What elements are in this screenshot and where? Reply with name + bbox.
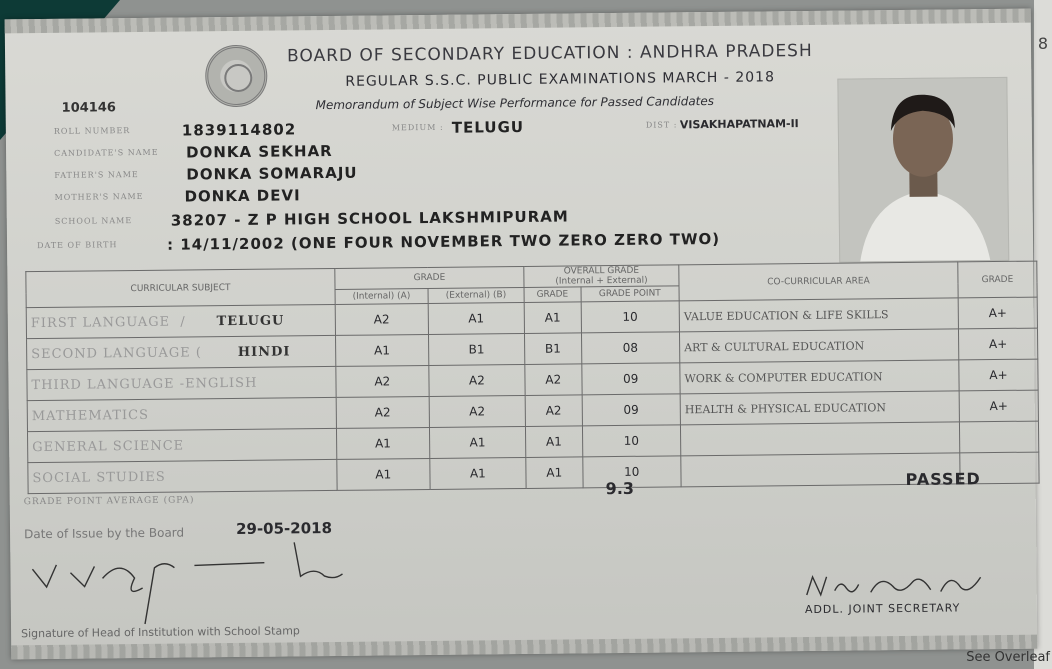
mother-name: DONKA DEVI: [184, 186, 301, 206]
grade-point: 10: [581, 301, 680, 333]
grade-point: 09: [582, 394, 681, 426]
subject-cell: MATHEMATICS: [27, 397, 336, 431]
co-curricular-area: WORK & COMPUTER EDUCATION: [680, 360, 959, 394]
col-co-curricular: CO-CURRICULAR AREA: [679, 262, 958, 301]
roll-label: ROLL NUMBER: [53, 126, 131, 136]
internal-grade: A2: [336, 396, 429, 428]
mother-name-label: MOTHER'S NAME: [54, 191, 144, 202]
gpa-label: GRADE POINT AVERAGE (GPA): [23, 495, 195, 508]
co-curricular-area: [680, 422, 959, 456]
school-name: 38207 - Z P HIGH SCHOOL LAKSHMIPURAM: [170, 207, 569, 230]
security-border-top: [5, 9, 1031, 34]
issue-date-label: Date of Issue by the Board: [23, 525, 185, 542]
col-subject: CURRICULAR SUBJECT: [26, 268, 335, 307]
external-grade: B1: [428, 333, 525, 365]
subject-cell: FIRST LANGUAGE / TELUGU: [26, 304, 335, 338]
memo-subtitle: Memorandum of Subject Wise Performance for Passed Candidates: [315, 93, 715, 113]
col-overall: [524, 265, 679, 288]
father-name-label: FATHER'S NAME: [54, 169, 139, 180]
father-name: DONKA SOMARAJU: [186, 163, 358, 184]
secretary-signature: [800, 565, 990, 603]
external-grade: A1: [428, 302, 525, 334]
overall-grade: A1: [524, 302, 581, 334]
external-grade: A2: [429, 395, 526, 427]
col-overall-grade: GRADE: [524, 287, 581, 303]
internal-grade: A2: [336, 365, 429, 397]
subject-cell: THIRD LANGUAGE -ENGLISH: [27, 366, 336, 400]
col-overall-sub: (Internal + External): [555, 275, 648, 287]
subject-cell: SOCIAL STUDIES: [28, 459, 337, 493]
co-curricular-area: ART & CULTURAL EDUCATION: [679, 329, 958, 363]
medium-value: TELUGU: [451, 117, 525, 137]
co-curricular-grade: A+: [958, 328, 1037, 360]
hm-signature-label: Signature of Head of Institution with School Stamp: [21, 624, 300, 641]
internal-grade: A1: [336, 334, 429, 366]
dob-value: : 14/11/2002 (ONE FOUR NOVEMBER TWO ZERO ZERO TWO): [166, 229, 721, 254]
co-curricular-grade: A+: [958, 297, 1037, 329]
overall-grade: A1: [526, 457, 583, 489]
secretary-title: ADDL. JOINT SECRETARY: [804, 601, 961, 617]
grade-point: 10: [582, 456, 681, 488]
external-grade: A2: [429, 364, 526, 396]
result-status: PASSED: [905, 469, 981, 489]
marks-table: [25, 261, 1039, 495]
marks-memo-card: [5, 9, 1038, 660]
subject-cell: SECOND LANGUAGE ( HINDI: [27, 335, 336, 369]
internal-grade: A2: [335, 303, 428, 335]
adjacent-page-number: 8: [1037, 34, 1048, 53]
subject-cell: GENERAL SCIENCE: [27, 428, 336, 462]
board-seal-icon: [205, 45, 268, 108]
school-label: SCHOOL NAME: [54, 216, 133, 226]
issue-date: 29-05-2018: [235, 518, 333, 538]
internal-grade: A1: [337, 458, 430, 490]
co-curricular-grade: [959, 421, 1038, 453]
col-grade: GRADE: [335, 266, 524, 289]
see-overleaf-note: See Overleaf: [966, 650, 1050, 665]
district-value: VISAKHAPATNAM-II: [679, 117, 799, 132]
overall-grade: A2: [525, 364, 582, 396]
grade-point: 09: [581, 363, 680, 395]
col-grade-point: GRADE POINT: [581, 286, 680, 302]
grade-point: 08: [581, 332, 680, 364]
col-external: (External) (B): [428, 287, 525, 303]
co-curricular-area: HEALTH & PHYSICAL EDUCATION: [680, 391, 959, 425]
col-internal: (Internal) (A): [335, 288, 428, 304]
external-grade: A1: [429, 426, 526, 458]
medium-label: MEDIUM :: [391, 122, 444, 133]
overall-grade: B1: [525, 333, 582, 365]
roll-number: 1839114802: [181, 120, 297, 140]
dob-label: DATE OF BIRTH: [37, 240, 118, 251]
candidate-name: DONKA SEKHAR: [185, 141, 333, 162]
col-co-grade: GRADE: [958, 261, 1037, 298]
overall-grade: A1: [526, 426, 583, 458]
exam-title: REGULAR S.S.C. PUBLIC EXAMINATIONS MARCH - 2018: [345, 69, 776, 90]
col-overall-label: OVERALL GRADE: [563, 265, 640, 277]
external-grade: A1: [429, 457, 526, 489]
co-curricular-grade: A+: [959, 359, 1038, 391]
overall-grade: A2: [525, 395, 582, 427]
gpa-value: 9.3: [605, 478, 635, 499]
board-title: BOARD OF SECONDARY EDUCATION : ANDHRA PRADESH: [286, 40, 813, 67]
co-curricular-area: VALUE EDUCATION & LIFE SKILLS: [679, 298, 958, 332]
district-label: DIST :: [645, 120, 678, 130]
grade-point: 10: [582, 425, 681, 457]
co-curricular-grade: A+: [959, 390, 1038, 422]
headmaster-signature: [24, 536, 355, 629]
candidate-photo: [837, 77, 1009, 263]
candidate-name-label: CANDIDATE'S NAME: [54, 147, 159, 158]
serial-number: 104146: [61, 100, 116, 116]
internal-grade: A1: [336, 427, 429, 459]
